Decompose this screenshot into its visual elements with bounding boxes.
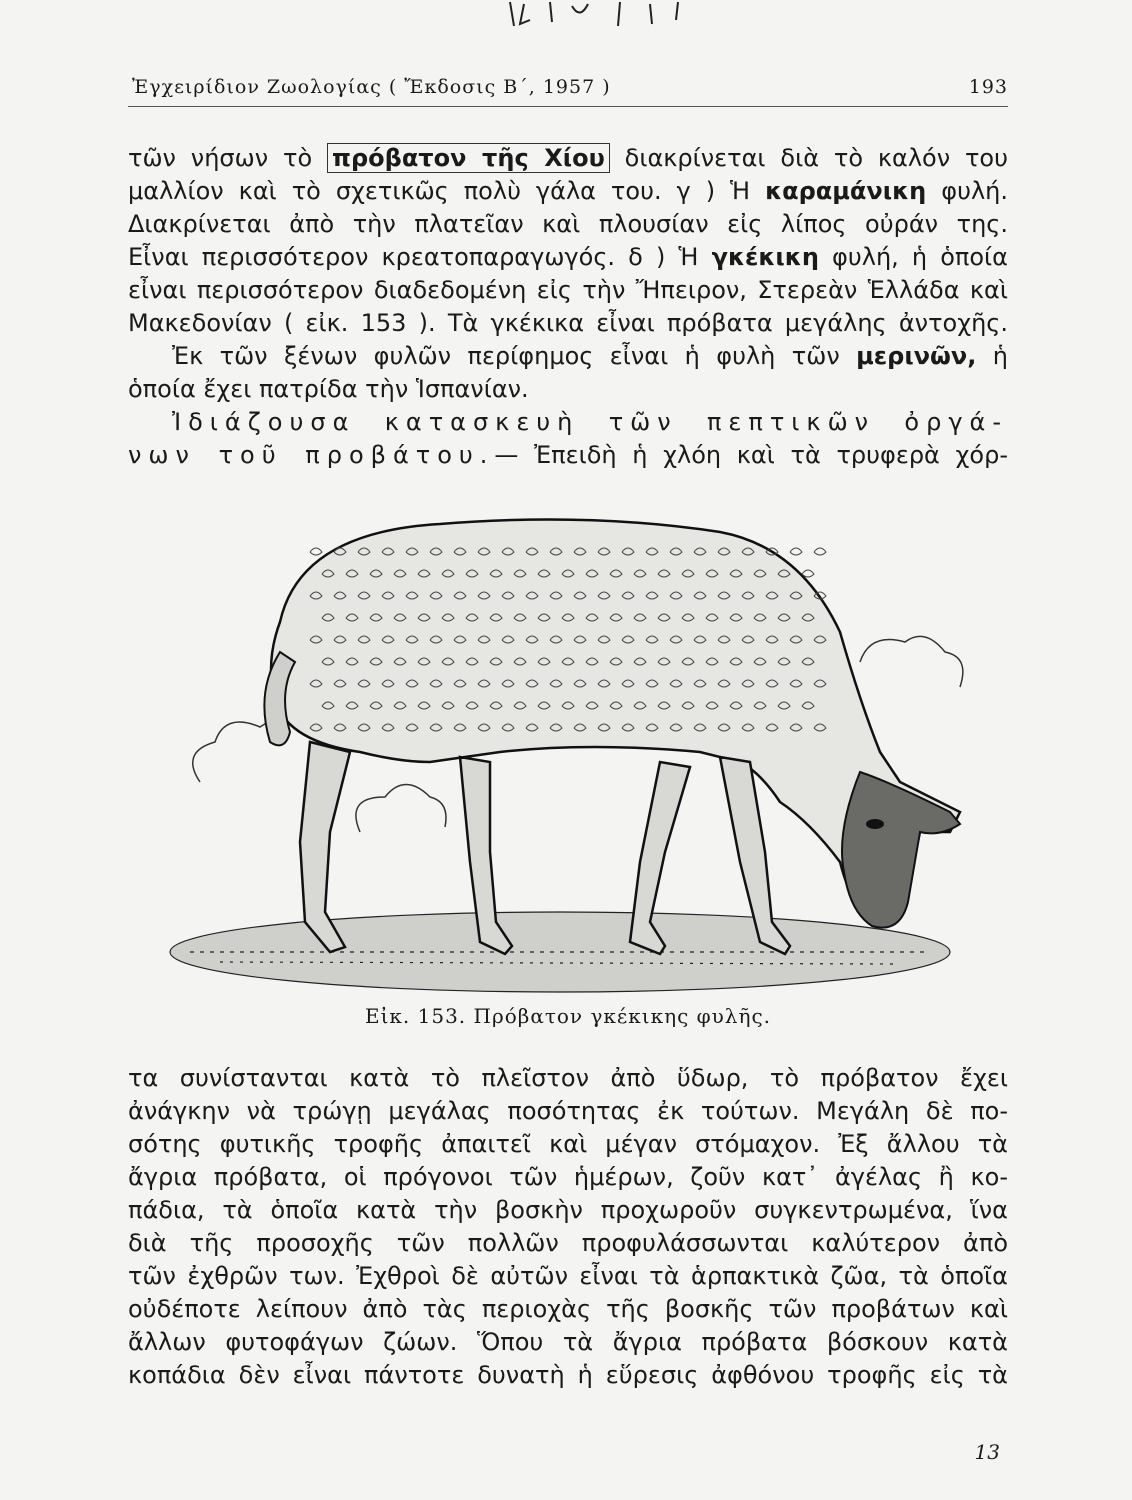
handwritten-scribble [500, 0, 700, 30]
running-header [128, 72, 1008, 107]
text-line: Διακρίνεται ἀπὸ τὴν πλατεῖαν καὶ πλουσίαν εἰς λίπος οὐράν της. [128, 210, 1008, 238]
bold-term: καραμάνικη [765, 177, 927, 205]
text-line [128, 404, 1008, 440]
text-line: τα συνίστανται κατὰ τὸ πλεῖστον ἀπὸ ὕδωρ, τὸ πρόβατον ἔχει [128, 1064, 1008, 1092]
spaced-heading: νων τοῦ προβάτου. [128, 441, 495, 469]
text-line: νων τοῦ προβάτου.— Ἐπειδὴ ἡ χλόη καὶ τὰ τρυφερὰ χόρ- [128, 441, 1008, 469]
text-line: κοπάδια δὲν εἶναι πάντοτε δυνατὴ ἡ εὕρεσις ἀφθόνου τροφῆς εἰς τὰ [128, 1361, 1008, 1389]
text-line: πάδια, τὰ ὁποῖα κατὰ τὴν βοσκὴν προχωροῦν συγκεντρωμένα, ἵνα [128, 1196, 1008, 1224]
text-line: Εἶναι περισσότερον κρεατοπαραγωγός. δ ) Ἡ γκέκικη φυλή, ἡ ὁποία [128, 243, 1008, 271]
text-line: οὐδέποτε λείπουν ἀπὸ τὰς περιοχὰς τῆς βοσκῆς τῶν προβάτων καὶ [128, 1295, 1008, 1323]
bold-term: μερινῶν, [856, 342, 977, 370]
page-number: 193 [968, 76, 1008, 98]
text-line: τῶν νήσων τὸ πρόβατον τῆς Χίου διακρίνεται διὰ τὸ καλόν του [128, 144, 1008, 172]
text-line: εἶναι περισσότερον διαδεδομένη εἰς τὴν Ἤπειρον, Στερεὰν Ἑλλάδα καὶ [128, 276, 1008, 304]
spaced-heading: Ἰδιάζουσα κατασκευὴ τῶν πεπτικῶν ὀργά- [172, 408, 1008, 436]
bold-term: γκέκικη [711, 243, 819, 271]
header-title: Ἐγχειρίδιον Ζωολογίας ( Ἔκδοσις Β΄, 1957 ) [132, 76, 611, 98]
text-line: σότης φυτικῆς τροφῆς ἀπαιτεῖ καὶ μέγαν στόμαχον. Ἐξ ἄλλου τὰ [128, 1130, 1008, 1158]
text-line: τῶν ἐχθρῶν των. Ἐχθροὶ δὲ αὐτῶν εἶναι τὰ ἁρπακτικὰ ζῶα, τὰ ὁποῖα [128, 1262, 1008, 1290]
text-line: ἀνάγκην νὰ τρώγῃ μεγάλας ποσότητας ἐκ τούτων. Μεγάλη δὲ πο- [128, 1097, 1008, 1125]
text-line: ὁποία ἔχει πατρίδα τὴν Ἱσπανίαν. [128, 375, 529, 403]
text-line: Μακεδονίαν ( εἰκ. 153 ). Τὰ γκέκικα εἶναι πρόβατα μεγάλης ἀντοχῆς. [128, 309, 1008, 337]
text-line: διὰ τῆς προσοχῆς τῶν πολλῶν προφυλάσσωνται καλύτερον ἀπὸ [128, 1229, 1008, 1257]
boxed-term: πρόβατον τῆς Χίου [327, 143, 610, 173]
sheep-illustration [160, 502, 990, 1002]
figure-caption: Εἰκ. 153. Πρόβατον γκέκικης φυλῆς. [364, 1004, 772, 1028]
text-line: ἄλλων φυτοφάγων ζώων. Ὅπου τὰ ἄγρια πρόβατα βόσκουν κατὰ [128, 1328, 1008, 1356]
text-line: Ἐκ τῶν ξένων φυλῶν περίφημος εἶναι ἡ φυλὴ τῶν μερινῶν, ἡ [172, 342, 1008, 370]
text-line: ἄγρια πρόβατα, οἱ πρόγονοι τῶν ἡμέρων, ζοῦν κατ᾿ ἀγέλας ἢ κο- [128, 1163, 1008, 1191]
text-line: μαλλίον καὶ τὸ σχετικῶς πολὺ γάλα του. γ ) Ἡ καραμάνικη φυλή. [128, 177, 1008, 205]
signature-number: 13 [974, 1440, 1000, 1464]
